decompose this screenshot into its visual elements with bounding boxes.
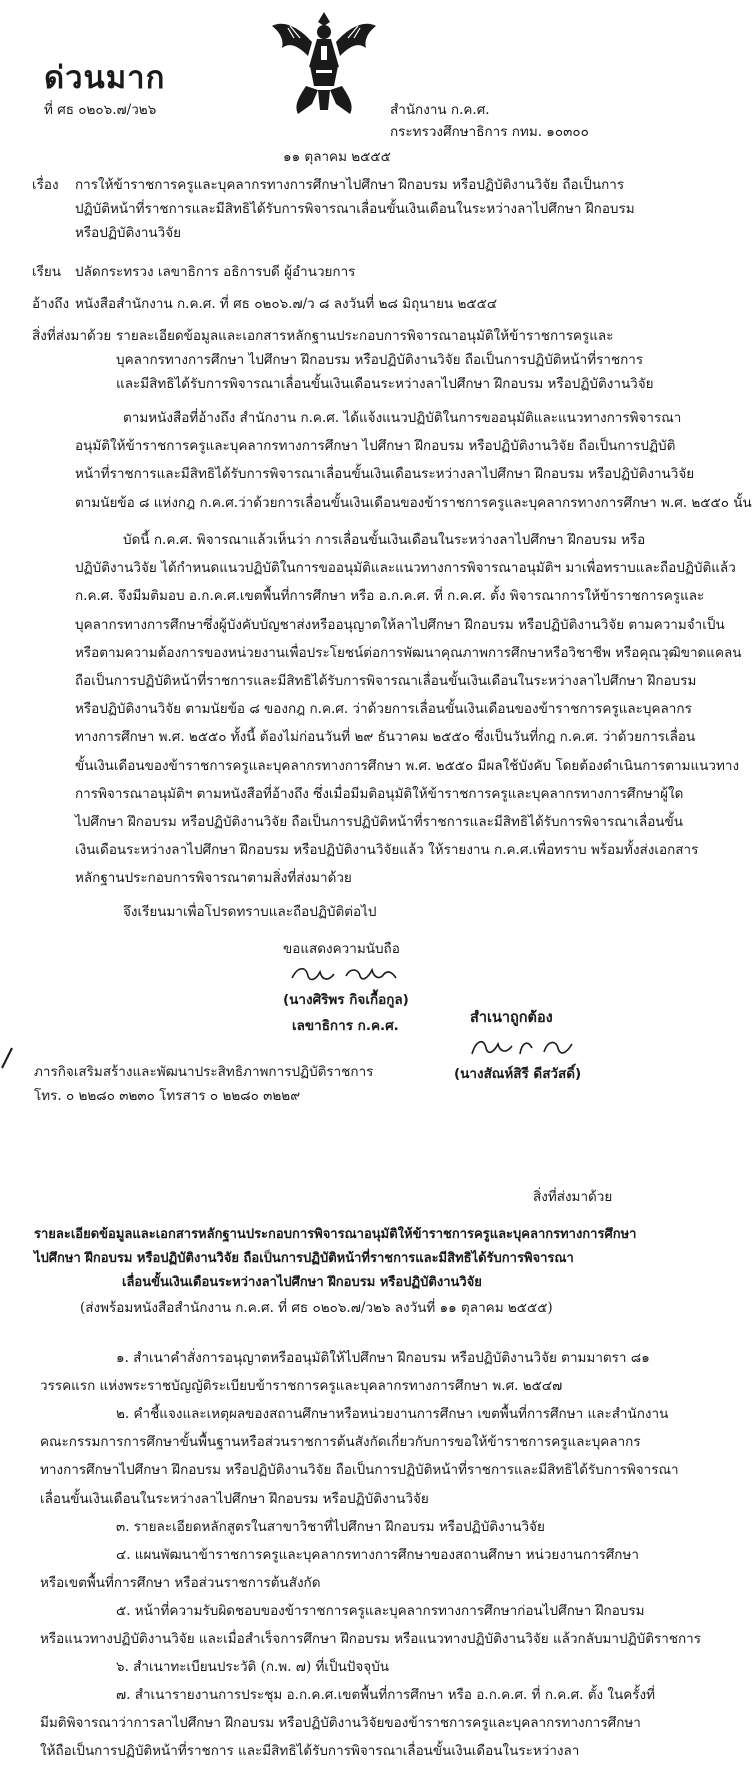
item-line: ๑. สำเนาคำสั่งการอนุญาตหรืออนุมัติให้ไปศึกษา ฝึกอบรม หรือปฏิบัติงานวิจัย ตามมาตรา ๘๑ — [116, 1350, 650, 1366]
paragraph-line: ขั้นเงินเดือนของข้าราชการครูและบุคลากรทางการศึกษา พ.ศ. ๒๕๕๐ มีผลใช้บังคับ โดยต้องดำเนินการตามแนวทาง — [75, 757, 740, 774]
signer-title: เลขาธิการ ก.ค.ศ. — [292, 1018, 399, 1034]
enclosure-tag: สิ่งที่ส่งมาด้วย — [533, 1189, 613, 1205]
enclosure-item-1 — [40, 1344, 650, 1400]
item-line: คณะกรรมการการศึกษาขั้นพื้นฐานหรือส่วนราชการต้นสังกัดเกี่ยวกับการขอให้ข้าราชการครูและบุคลากร — [40, 1434, 641, 1451]
subject-label: เรื่อง — [32, 177, 59, 193]
item-line: ๓. รายละเอียดหลักสูตรในสาขาวิชาที่ไปศึกษา ฝึกอบรม หรือปฏิบัติงานวิจัย — [116, 1519, 545, 1535]
enclosure-item-4 — [40, 1541, 639, 1597]
paragraph-line: หรือปฏิบัติงานวิจัย ตามนัยข้อ ๘ ของกฎ ก.ค.ศ. ว่าด้วยการเลื่อนขั้นเงินเดือนของข้าราชการครูและบุคลากร — [75, 701, 692, 718]
letter-date: ๑๑ ตุลาคม ๒๕๕๕ — [283, 149, 391, 165]
signer-name: (นางศิริพร กิจเกื้อกูล) — [283, 992, 409, 1008]
enclosure-item-3 — [40, 1513, 630, 1541]
enclosure-title-line: เลื่อนขั้นเงินเดือนระหว่างลาไปศึกษา ฝึกอบรม หรือปฏิบัติงานวิจัย — [122, 1275, 482, 1290]
reference-number: ที่ ศธ ๐๒๐๖.๗/ว๒๖ — [44, 102, 157, 118]
enclosure-title-line: รายละเอียดข้อมูลและเอกสารหลักฐานประกอบการพิจารณาอนุมัติให้ข้าราชการครูและบุคลากรทางการศึกษา — [34, 1227, 637, 1242]
item-line: ๖. สำเนาทะเบียนประวัติ (ก.พ. ๗) ที่เป็นปัจจุบัน — [116, 1659, 389, 1675]
item-line: ๗. สำเนารายงานการประชุม อ.ก.ค.ศ.เขตพื้นที่การศึกษา หรือ อ.ก.ค.ศ. ที่ ก.ค.ศ. ตั้ง ในครั้งที่ — [116, 1687, 656, 1703]
paragraph-line: บุคลากรทางการศึกษาซึ่งผู้บังคับบัญชาส่งหรืออนุญาตให้ลาไปศึกษา ฝึกอบรม หรือปฏิบัติงานวิจัย ตามความจำเป็น — [75, 616, 725, 633]
item-line: ให้ถือเป็นการปฏิบัติหน้าที่ราชการ และมีสิทธิได้รับการพิจารณาเลื่อนขั้นเงินเดือนในระหว่างลา — [40, 1743, 580, 1760]
certifier-name: (นางสัณห์สิรี ดีสวัสดิ์) — [454, 1066, 582, 1082]
paragraph-line: บัดนี้ ก.ค.ศ. พิจารณาแล้วเห็นว่า การเลื่อนขั้นเงินเดือนในระหว่างลาไปศึกษา ฝึกอบรม หรือ — [123, 532, 646, 548]
signature-icon — [288, 960, 406, 986]
page-edge-mark — [0, 1046, 14, 1070]
office-name: สำนักงาน ก.ค.ศ. — [390, 102, 490, 118]
paragraph-line: หน้าที่ราชการและมีสิทธิได้รับการพิจารณาเลื่อนขั้นเงินเดือนระหว่างลาไปศึกษา ฝึกอบรม หรือปฏิบัติงานวิจัย — [75, 466, 695, 483]
paragraph-line: ปฏิบัติงานวิจัย ได้กำหนดแนวปฏิบัติในการขออนุมัติและแนวทางการพิจารณาอนุมัติฯ มาเพื่อทราบและถือปฏิบัติแล้ว — [75, 560, 736, 577]
enclosure-item-2 — [40, 1400, 679, 1513]
paragraph-line: การพิจารณาอนุมัติฯ ตามหนังสือที่อ้างถึง ซึ่งเมื่อมีมติอนุมัติให้ข้าราชการครูและบุคลากรทางการศึกษาผู้ใด — [75, 785, 684, 802]
paragraph-line: อนุมัติให้ข้าราชการครูและบุคลากรทางการศึกษา ไปศึกษา ฝึกอบรม หรือปฏิบัติงานวิจัย ถือเป็นการปฏิบัติ — [75, 438, 676, 455]
reference-label: อ้างถึง — [32, 296, 70, 312]
certified-copy-label: สำเนาถูกต้อง — [470, 1010, 553, 1026]
enclosure-item-6 — [40, 1653, 630, 1681]
certifier-signature-icon — [468, 1034, 578, 1060]
item-line: ๒. คำชี้แจงและเหตุผลของสถานศึกษาหรือหน่วยงานการศึกษา เขตพื้นที่การศึกษา และสำนักงาน — [116, 1406, 669, 1422]
enclosure-item-5 — [40, 1597, 701, 1653]
addressee: ปลัดกระทรวง เลขาธิการ อธิการบดี ผู้อำนวยการ — [75, 264, 356, 280]
subject-line: หรือปฏิบัติงานวิจัย — [75, 225, 182, 241]
enclosure-line: รายละเอียดข้อมูลและเอกสารหลักฐานประกอบการพิจารณาอนุมัติให้ข้าราชการครูและ — [116, 328, 614, 344]
item-line: ๔. แผนพัฒนาข้าราชการครูและบุคลากรทางการศึกษาของสถานศึกษา หน่วยงานการศึกษา — [116, 1547, 639, 1563]
paragraph-line: เงินเดือนระหว่างลาไปศึกษา ฝึกอบรม หรือปฏิบัติงานวิจัยแล้ว ให้รายงาน ก.ค.ศ.เพื่อทราบ พร้อมทั้งส่งเอกสาร — [75, 842, 699, 859]
paragraph-line: ถือเป็นการปฏิบัติหน้าที่ราชการและมีสิทธิได้รับการพิจารณาเลื่อนขั้นเงินเดือนในระหว่างลาไปศึกษา ฝึกอบรม — [75, 673, 697, 690]
item-line: ทางการศึกษาไปศึกษา ฝึกอบรม หรือปฏิบัติงานวิจัย ถือเป็นการปฏิบัติหน้าที่ราชการและมีสิทธิได้รับการพิจารณา — [40, 1462, 679, 1479]
garuda-emblem-icon — [268, 6, 380, 118]
enclosure-subtitle: (ส่งพร้อมหนังสือสำนักงาน ก.ค.ศ. ที่ ศธ ๐๒๐๖.๗/ว๒๖ ลงวันที่ ๑๑ ตุลาคม ๒๕๕๕) — [80, 1300, 553, 1316]
paragraph-line: ตามหนังสือที่อ้างถึง สำนักงาน ก.ค.ศ. ได้แจ้งแนวปฏิบัติในการขออนุมัติและแนวทางการพิจารณา — [123, 410, 682, 426]
subject-line: ปฏิบัติหน้าที่ราชการและมีสิทธิได้รับการพิจารณาเลื่อนขั้นเงินเดือนในระหว่างลาไปศึกษา ฝึกอบรม — [75, 201, 635, 217]
paragraph-line: หรือตามความต้องการของหน่วยงานเพื่อประโยชน์ต่อการพัฒนาคุณภาพการศึกษาหรือวิชาชีพ หรือคุณวุฒิขาดแคลน — [75, 644, 742, 661]
closing-request: จึงเรียนมาเพื่อโปรดทราบและถือปฏิบัติต่อไป — [123, 904, 377, 920]
closing-phrase: ขอแสดงความนับถือ — [283, 941, 400, 957]
reference-text: หนังสือสำนักงาน ก.ค.ศ. ที่ ศธ ๐๒๐๖.๗/ว ๘ ลงวันที่ ๒๘ มิถุนายน ๒๕๕๔ — [75, 296, 498, 312]
paragraph-1 — [75, 404, 752, 517]
office-address: กระทรวงศึกษาธิการ กทม. ๑๐๓๐๐ — [390, 124, 589, 140]
enclosure-label: สิ่งที่ส่งมาด้วย — [32, 328, 112, 344]
item-line: หรือเขตพื้นที่การศึกษา หรือส่วนราชการต้นสังกัด — [40, 1575, 321, 1592]
enclosure-title-line: ไปศึกษา ฝึกอบรม หรือปฏิบัติงานวิจัย ถือเป็นการปฏิบัติหน้าที่ราชการและมีสิทธิได้รับการพิจารณา — [34, 1251, 574, 1266]
paragraph-line: ตามนัยข้อ ๘ แห่งกฎ ก.ค.ศ.ว่าด้วยการเลื่อนขั้นเงินเดือนของข้าราชการครูและบุคลากรทางการศึกษา พ.ศ. ๒๕๕๐ นั้น — [75, 494, 752, 511]
issuing-unit: ภารกิจเสริมสร้างและพัฒนาประสิทธิภาพการปฏิบัติราชการ — [34, 1064, 374, 1080]
enclosure-line: และมีสิทธิได้รับการพิจารณาเลื่อนขั้นเงินเดือนระหว่างลาไปศึกษา ฝึกอบรม หรือปฏิบัติงานวิจัย — [116, 376, 654, 392]
item-line: หรือแนวทางปฏิบัติงานวิจัย และเมื่อสำเร็จการศึกษา ฝึกอบรม หรือแนวทางปฏิบัติงานวิจัย แล้วกลับมาปฏิบัติราชการ — [40, 1631, 701, 1648]
paragraph-line: ทางการศึกษา พ.ศ. ๒๕๕๐ ทั้งนี้ ต้องไม่ก่อนวันที่ ๒๙ ธันวาคม ๒๕๕๐ ซึ่งเป็นวันที่กฎ ก.ค.ศ. ว่าด้วยการเลื่อน — [75, 729, 696, 746]
paragraph-line: ก.ค.ศ. จึงมีมติมอบ อ.ก.ค.ศ.เขตพื้นที่การศึกษา หรือ อ.ก.ค.ศ. ที่ ก.ค.ศ. ตั้ง พิจารณาการให้ข้าราชการครูและ — [75, 588, 705, 605]
item-line: เลื่อนขั้นเงินเดือนในระหว่างลาไปศึกษา ฝึกอบรม หรือปฏิบัติงานวิจัย — [40, 1490, 429, 1507]
item-line: ๕. หน้าที่ความรับผิดชอบของข้าราชการครูและบุคลากรทางการศึกษาก่อนไปศึกษา ฝึกอบรม — [116, 1603, 645, 1619]
subject-line: การให้ข้าราชการครูและบุคลากรทางการศึกษาไปศึกษา ฝึกอบรม หรือปฏิบัติงานวิจัย ถือเป็นการ — [75, 177, 625, 193]
urgency-stamp: ด่วนมาก — [44, 60, 166, 96]
paragraph-line: ไปศึกษา ฝึกอบรม หรือปฏิบัติงานวิจัย ถือเป็นการปฏิบัติหน้าที่ราชการและมีสิทธิได้รับการพิจารณาเลื่อนขั้น — [75, 814, 683, 831]
addressee-label: เรียน — [32, 264, 62, 280]
paragraph-line: หลักฐานประกอบการพิจารณาตามสิ่งที่ส่งมาด้วย — [75, 870, 352, 887]
paragraph-2 — [75, 526, 742, 893]
enclosure-line: บุคลากรทางการศึกษา ไปศึกษา ฝึกอบรม หรือปฏิบัติงานวิจัย ถือเป็นการปฏิบัติหน้าที่ราชการ — [116, 352, 644, 368]
item-line: วรรคแรก แห่งพระราชบัญญัติระเบียบข้าราชการครูและบุคลากรทางการศึกษา พ.ศ. ๒๕๔๗ — [40, 1378, 563, 1395]
enclosure-item-7 — [40, 1681, 656, 1766]
item-line: มีมติพิจารณาว่าการลาไปศึกษา ฝึกอบรม หรือปฏิบัติงานวิจัยของข้าราชการครูและบุคลากรทางการศึกษา — [40, 1715, 641, 1732]
contact-phone: โทร. ๐ ๒๒๘๐ ๓๒๓๐ โทรสาร ๐ ๒๒๘๐ ๓๒๒๙ — [34, 1088, 301, 1104]
